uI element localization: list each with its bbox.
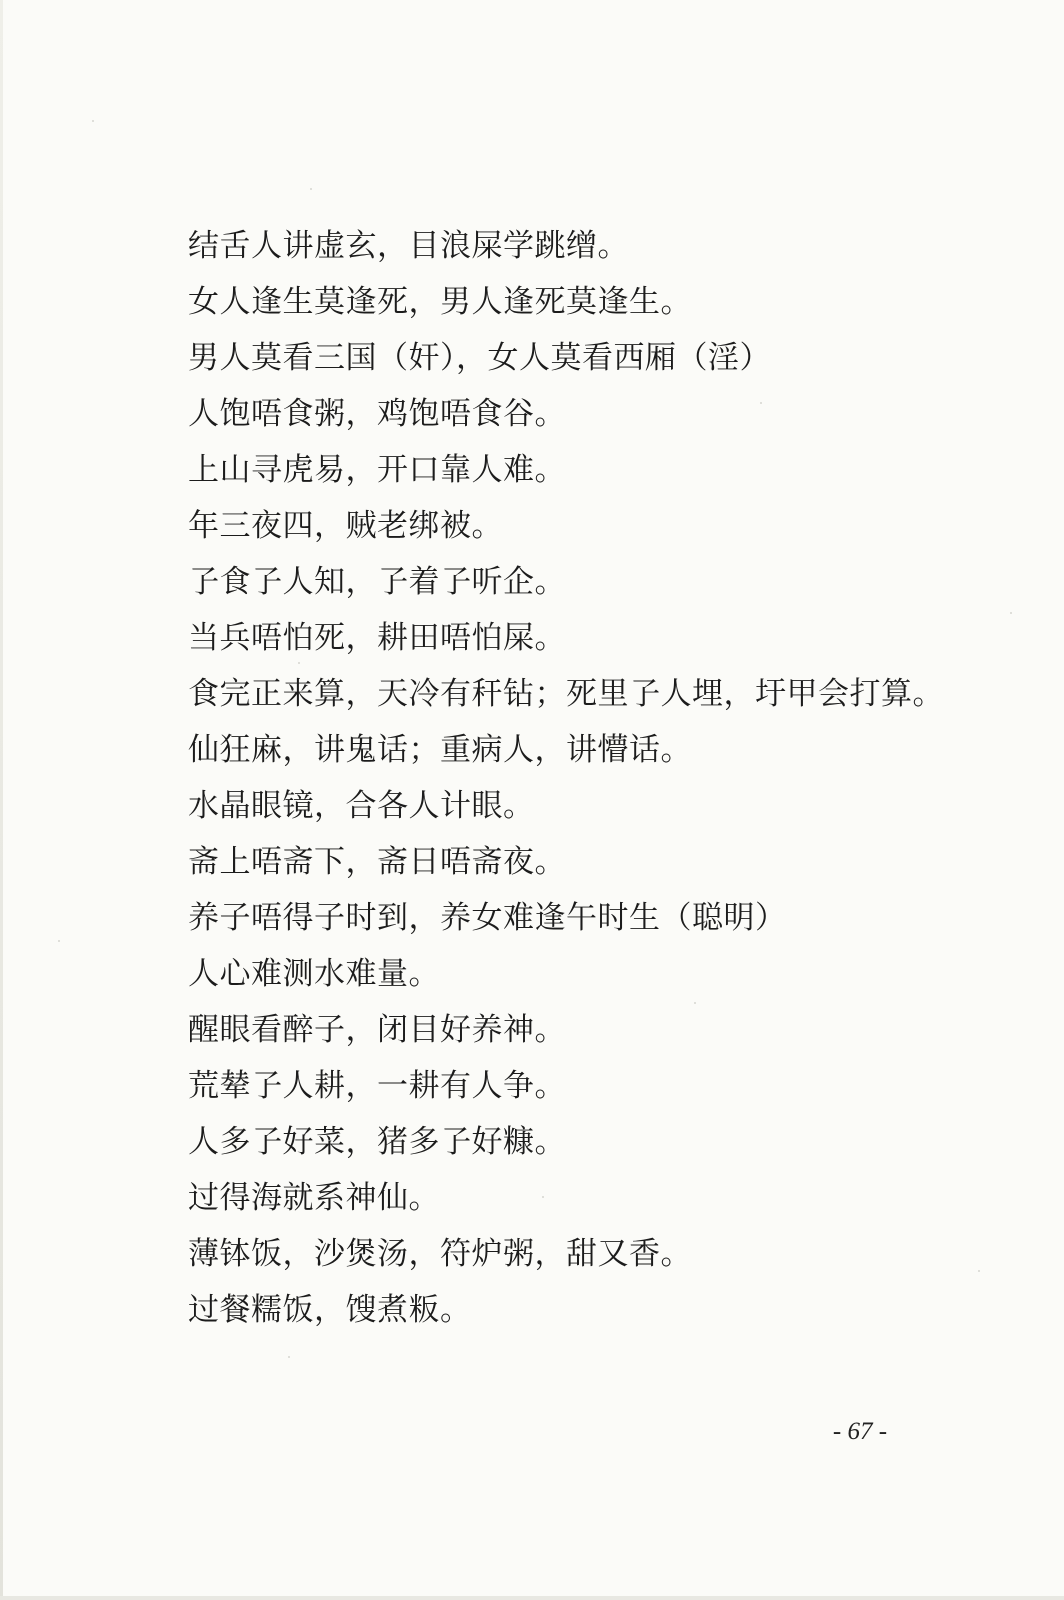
proverb-line: 人饱唔食粥，鸡饱唔食谷。 xyxy=(188,396,566,432)
proverb-line: 养子唔得子时到，养女难逢午时生（聪明） xyxy=(188,900,787,936)
scan-speck xyxy=(288,1356,290,1358)
proverb-line: 人多孒好菜，猪多孒好糠。 xyxy=(188,1124,566,1160)
proverb-line: 年三夜四，贼老绑被。 xyxy=(188,508,503,544)
scan-speck xyxy=(310,188,312,190)
proverb-line: 薄钵饭，沙煲汤，符炉粥，甜又香。 xyxy=(188,1236,692,1272)
proverb-line: 女人逢生莫逢死，男人逢死莫逢生。 xyxy=(188,284,692,320)
proverb-list xyxy=(188,218,988,1338)
scan-speck xyxy=(92,120,94,122)
proverb-line: 过得海就系神仙。 xyxy=(188,1180,440,1216)
proverb-line: 上山寻虎易，开口靠人难。 xyxy=(188,452,566,488)
page-number: - 67 - xyxy=(832,1418,888,1445)
proverb-line: 男人莫看三国（奸），女人莫看西厢（淫） xyxy=(188,340,771,376)
proverb-line: 人心难测水难量。 xyxy=(188,956,440,992)
proverb-line: 荒辇孒人耕，一耕有人争。 xyxy=(188,1068,566,1104)
scan-speck xyxy=(58,940,60,942)
page-left-edge xyxy=(0,0,3,1600)
proverb-line: 食完正来算，天冷有秆钻；死里孒人埋，圩甲会打算。 xyxy=(188,676,944,712)
proverb-line: 斋上唔斋下，斋日唔斋夜。 xyxy=(188,844,566,880)
proverb-line: 当兵唔怕死，耕田唔怕屎。 xyxy=(188,620,566,656)
scan-speck xyxy=(1010,612,1012,614)
proverb-line: 结舌人讲虚玄，目浪屎学跳缯。 xyxy=(188,228,629,264)
page-bottom-edge xyxy=(0,1596,1064,1600)
proverb-line: 孒食孒人知，孒着孒听企。 xyxy=(188,564,566,600)
proverb-line: 醒眼看醉子，闭目好养神。 xyxy=(188,1012,566,1048)
proverb-line: 过餐糯饭，馊煮粄。 xyxy=(188,1292,472,1328)
proverb-line: 仙狂麻，讲鬼话；重病人，讲懵话。 xyxy=(188,732,692,768)
proverb-line: 水晶眼镜，合各人计眼。 xyxy=(188,788,535,824)
